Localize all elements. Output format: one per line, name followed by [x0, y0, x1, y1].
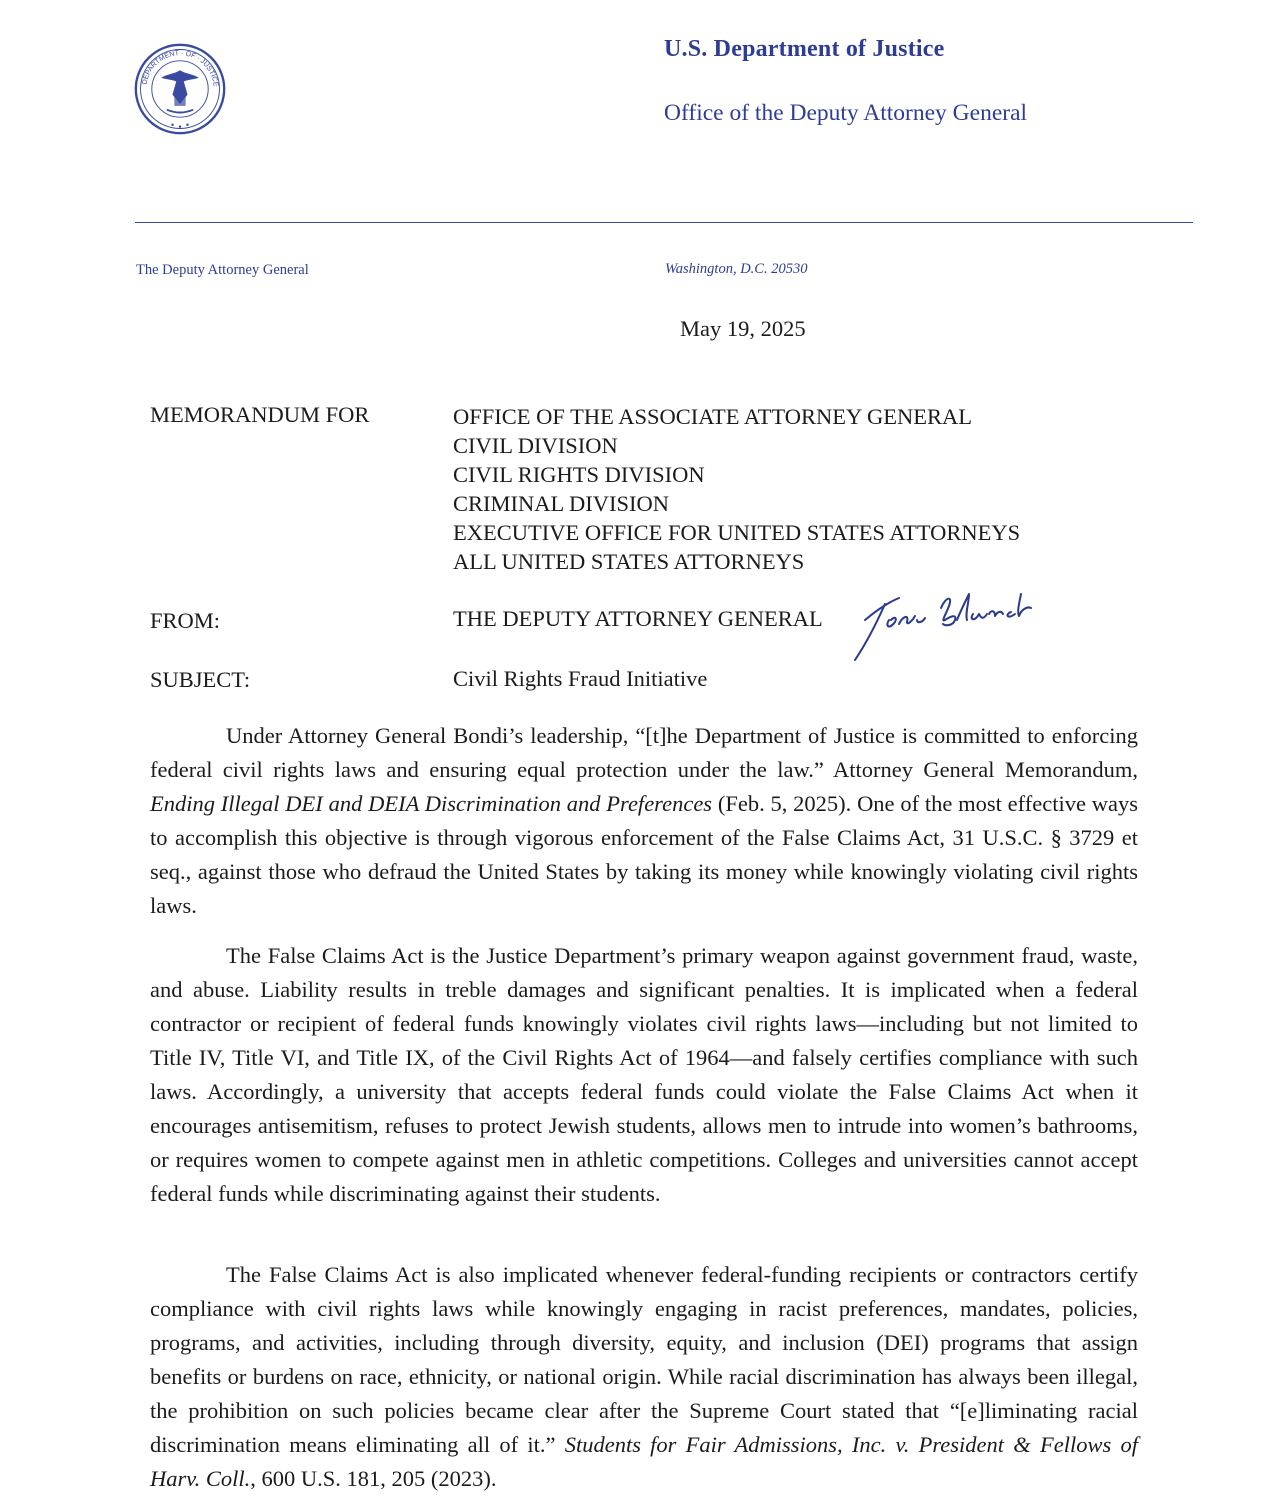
body-paragraph-1 — [150, 719, 1138, 923]
from-value: THE DEPUTY ATTORNEY GENERAL — [453, 606, 823, 631]
office-name: Office of the Deputy Attorney General — [664, 100, 1028, 126]
doj-seal-icon — [133, 42, 227, 136]
paragraph-text: Under Attorney General Bondi’s leadership, “[t]he Department of Justice is committed to enforcing federal civil rights laws and ensuring equal protection under the law.” Attorney General Memorandum, — [150, 723, 1138, 782]
body-paragraph-2 — [150, 939, 1138, 1211]
paragraph-text: The False Claims Act is also implicated whenever federal-funding recipients or contractors certify compliance with civil rights laws while knowingly engaging in racist preferences, mandates, policies, programs, and activities, including through diversity, equity, and inclusion (DEI) programs that assign benefits or burdens on race, ethnicity, or national origin. While racial discrimination has always been illegal, the prohibition on such policies became clear after the Supreme Court stated that “[e]liminating racial discrimination means eliminating all of it.” — [150, 1262, 1138, 1457]
body-paragraph-3 — [150, 1258, 1138, 1496]
recipient: CIVIL RIGHTS DIVISION — [453, 462, 705, 487]
recipient: CRIMINAL DIVISION — [453, 491, 670, 516]
paragraph-text: , 600 U.S. 181, 205 (2023). — [250, 1466, 497, 1491]
memo-title-citation: Ending Illegal DEI and DEIA Discrimination and Preferences — [150, 791, 713, 816]
paragraph-text: (Feb. 5, 2025). One of the most effective ways to accomplish this objective is through vigorous enforcement of the False Claims Act, 31 U.S.C. § 3729 et seq., against those who defraud the United States by taking its money while knowingly violating civil rights laws. — [150, 791, 1138, 918]
memo-date: May 19, 2025 — [680, 316, 806, 341]
recipient: EXECUTIVE OFFICE FOR UNITED STATES ATTORNEYS — [453, 520, 1021, 545]
recipient: OFFICE OF THE ASSOCIATE ATTORNEY GENERAL — [453, 404, 973, 429]
recipient: CIVIL DIVISION — [453, 433, 618, 458]
svg-text:DEPARTMENT · OF · JUSTICE: DEPARTMENT · OF · JUSTICE — [141, 50, 219, 88]
recipient: ALL UNITED STATES ATTORNEYS — [453, 549, 805, 574]
subject-label: SUBJECT: — [150, 667, 251, 692]
location-line: Washington, D.C. 20530 — [665, 261, 808, 277]
letterhead-divider — [135, 222, 1193, 223]
case-citation: Students for Fair Admissions, Inc. v. President & Fellows of Harv. Coll. — [150, 1432, 1138, 1491]
recipient-list — [453, 402, 1020, 576]
sender-line: The Deputy Attorney General — [136, 262, 309, 278]
department-name: U.S. Department of Justice — [664, 36, 945, 62]
paragraph-text: The False Claims Act is the Justice Department’s primary weapon against government fraud, waste, and abuse. Liability results in treble damages and significant penalties. It is implicated when a federal contractor or recipient of federal funds knowingly violates civil rights laws—including but not limited to Title IV, Title VI, and Title IX, of the Civil Rights Act of 1964—and falsely certifies compliance with such laws. Accordingly, a university that accepts federal funds could violate the False Claims Act when it encourages antisemitism, refuses to protect Jewish students, allows men to intrude into women’s bathrooms, or requires women to compete against men in athletic competitions. Colleges and universities cannot accept federal funds while discriminating against their students. — [150, 943, 1138, 1206]
memorandum-for-label: MEMORANDUM FOR — [150, 402, 370, 427]
subject-value: Civil Rights Fraud Initiative — [453, 666, 708, 691]
from-label: FROM: — [150, 608, 221, 633]
handwritten-signature-icon — [845, 580, 1035, 666]
